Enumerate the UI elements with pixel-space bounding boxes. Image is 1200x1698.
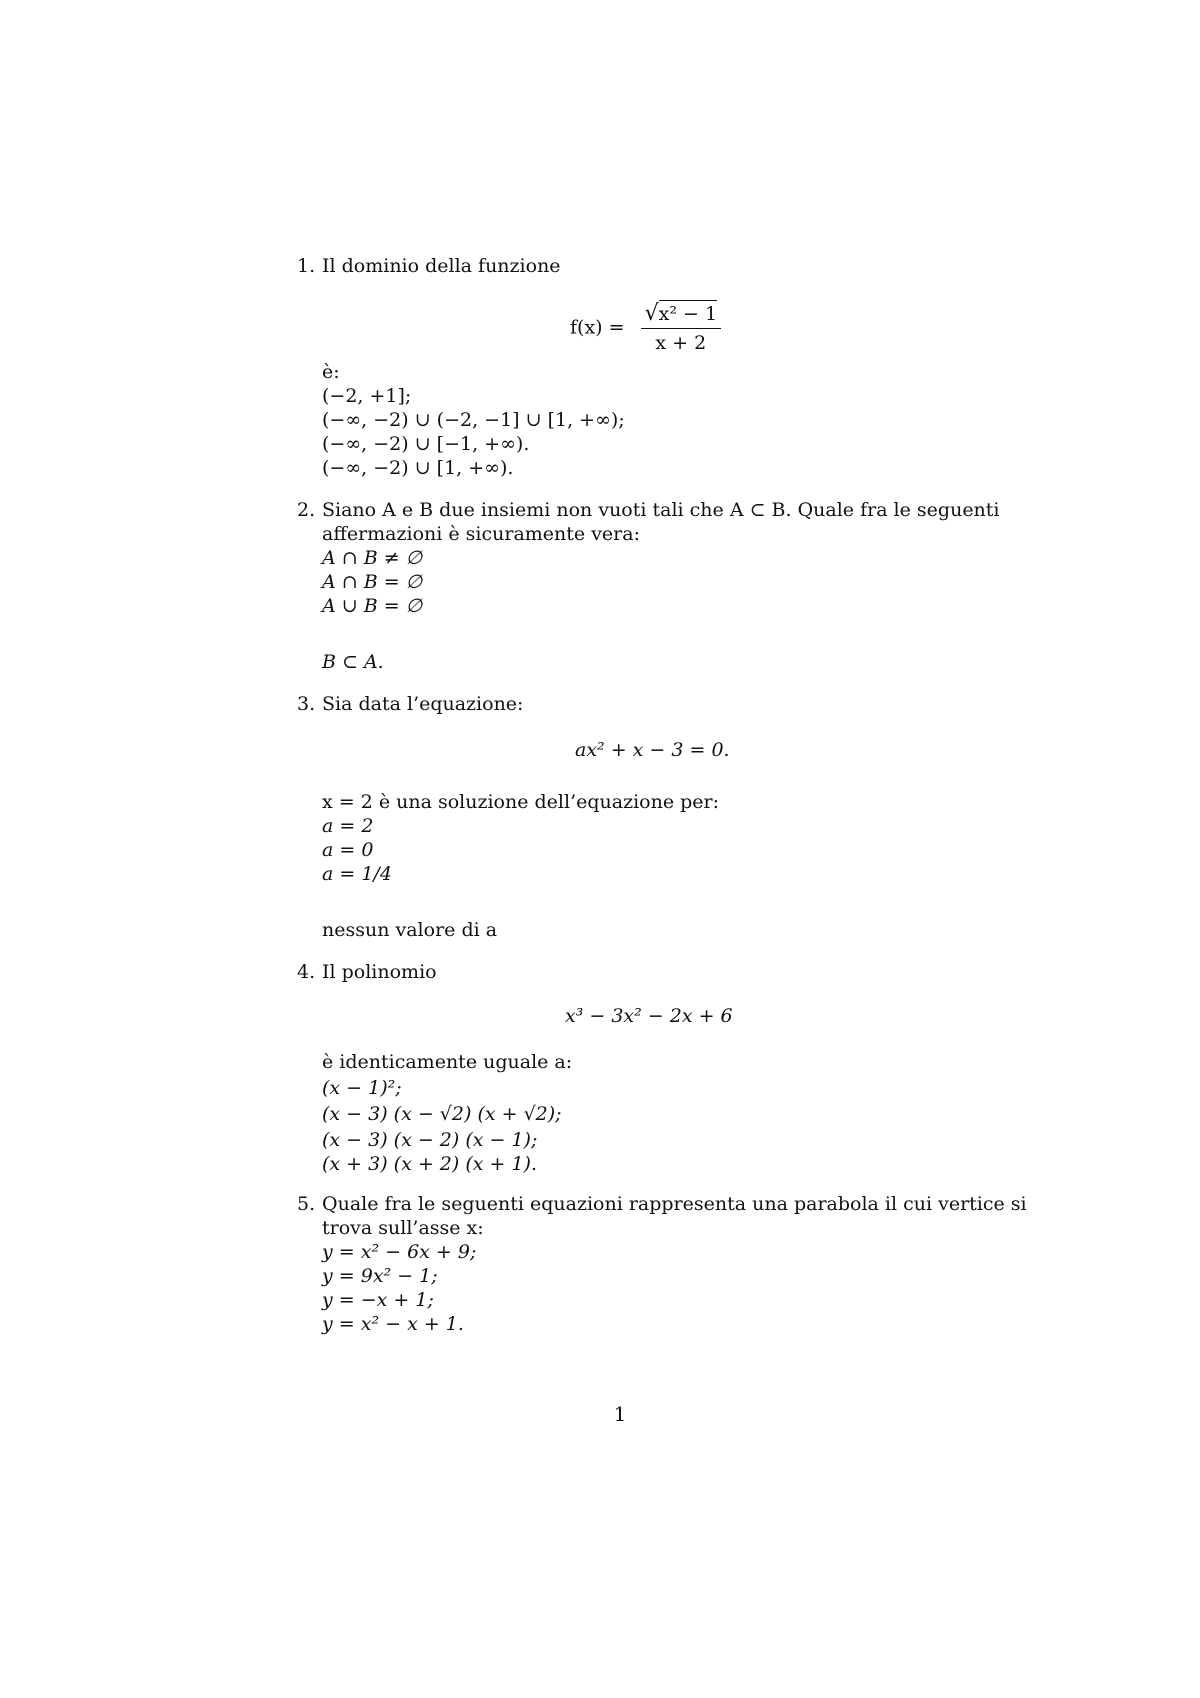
answer-option: A ∪ B = ∅ (322, 595, 423, 617)
question-number: 1. (297, 255, 316, 277)
answer-option: a = 0 (322, 839, 374, 861)
answer-lead: è identicamente uguale a: (322, 1051, 573, 1073)
answer-option: (x − 3) (x − 2) (x − 1); (322, 1129, 538, 1151)
formula-denominator: x + 2 (655, 332, 707, 354)
page-number: 1 (613, 1402, 627, 1426)
answer-lead: è: (322, 361, 340, 383)
equation: x³ − 3x² − 2x + 6 (565, 1005, 733, 1027)
formula-numerator: x² − 1 (659, 300, 717, 326)
answer-option: B ⊂ A. (322, 651, 384, 673)
question-number: 4. (297, 961, 316, 983)
answer-option: y = −x + 1; (322, 1289, 434, 1311)
question-number: 2. (297, 499, 316, 521)
answer-option: (−2, +1]; (322, 385, 412, 407)
question-text: Quale fra le seguenti equazioni rappresenta una parabola il cui vertice si (322, 1193, 1027, 1215)
question-number: 5. (297, 1193, 316, 1215)
question-text: Siano A e B due insiemi non vuoti tali che A ⊂ B. Quale fra le seguenti (322, 499, 1000, 521)
answer-option: (x + 3) (x + 2) (x + 1). (322, 1153, 538, 1175)
question-text: affermazioni è sicuramente vera: (322, 523, 640, 545)
answer-option: (−∞, −2) ∪ (−2, −1] ∪ [1, +∞); (322, 409, 625, 431)
answer-option: (x − 1)²; (322, 1077, 402, 1099)
formula-lhs: f(x) = (570, 316, 625, 339)
equation: ax² + x − 3 = 0. (575, 739, 730, 761)
answer-option: a = 2 (322, 815, 374, 837)
fraction: $\frac{\text{√x² − 1}}{x + 2}$ (641, 300, 721, 355)
answer-option: (x − 3) (x − √2) (x + √2); (322, 1103, 562, 1125)
answer-option: (−∞, −2) ∪ [1, +∞). (322, 457, 514, 479)
answer-option: nessun valore di a (322, 919, 498, 941)
answer-option: a = 1/4 (322, 863, 392, 885)
question-text: trova sull’asse x: (322, 1217, 484, 1239)
answer-option: y = 9x² − 1; (322, 1265, 438, 1287)
answer-option: A ∩ B ≠ ∅ (322, 547, 423, 569)
formula (570, 300, 721, 355)
answer-option: A ∩ B = ∅ (322, 571, 423, 593)
question-text: Sia data l’equazione: (322, 693, 524, 715)
question-text: Il polinomio (322, 961, 437, 983)
answer-option: y = x² − 6x + 9; (322, 1241, 477, 1263)
answer-option: y = x² − x + 1. (322, 1313, 464, 1335)
answer-lead: x = 2 è una soluzione dell’equazione per: (322, 791, 720, 813)
question-text: Il dominio della funzione (322, 255, 561, 277)
answer-option: (−∞, −2) ∪ [−1, +∞). (322, 433, 530, 455)
question-number: 3. (297, 693, 316, 715)
